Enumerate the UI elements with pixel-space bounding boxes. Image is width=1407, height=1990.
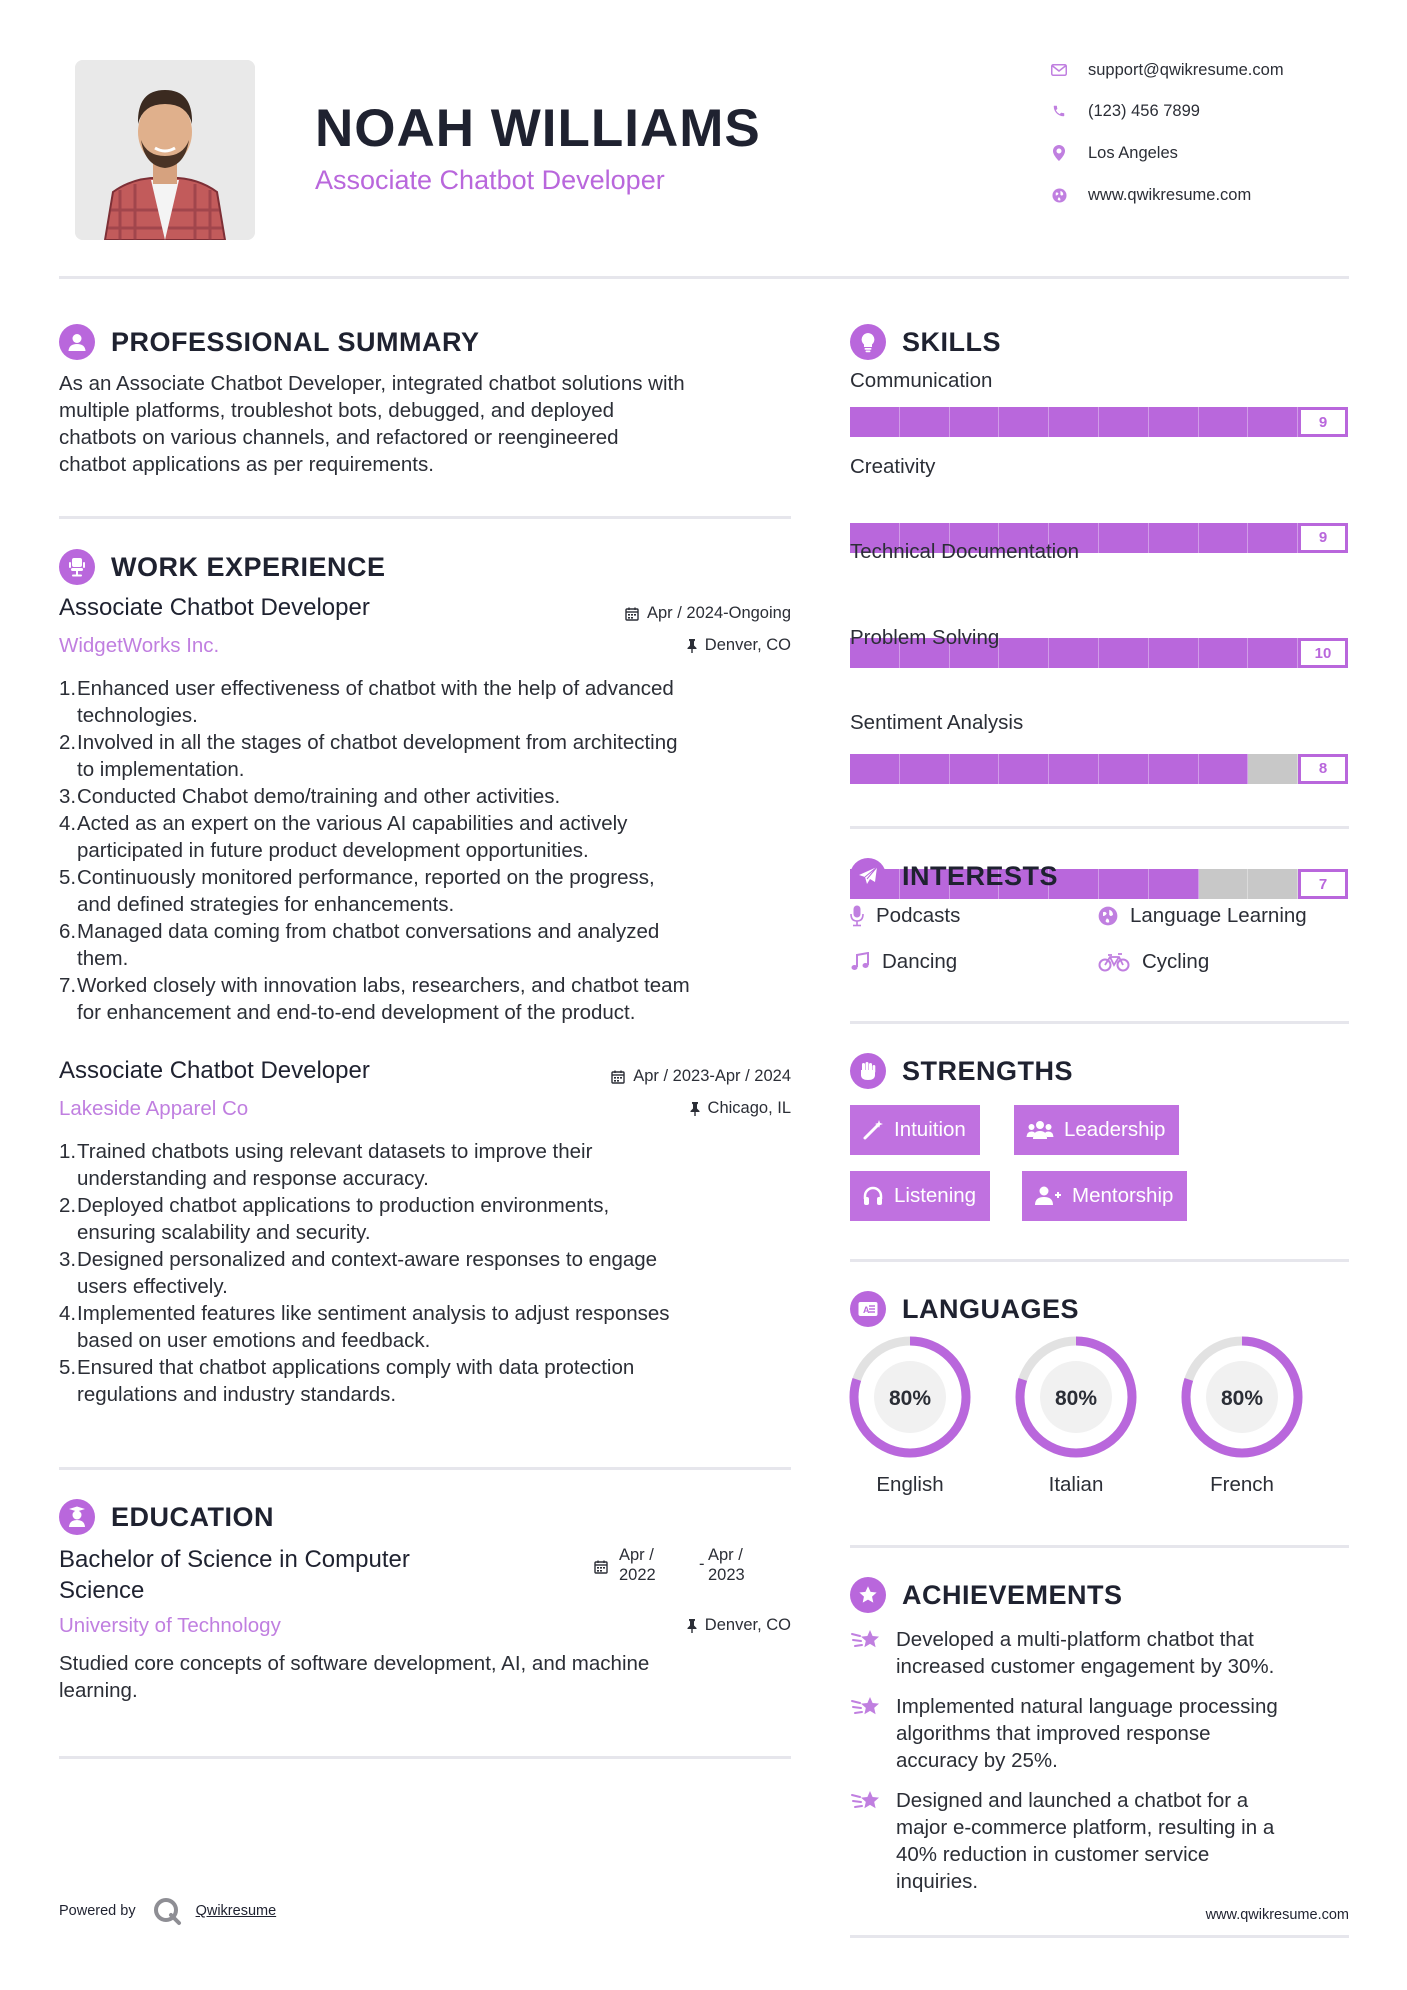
duty-number: 4. bbox=[59, 1302, 77, 1325]
contact-email[interactable] bbox=[1050, 57, 1350, 83]
skill-name: Communication bbox=[850, 369, 993, 392]
duty-line bbox=[59, 945, 799, 972]
skill-segment-filled bbox=[1199, 638, 1249, 668]
education-end-line: 2023 bbox=[708, 1566, 745, 1584]
interest-label: Cycling bbox=[1142, 950, 1210, 973]
achievement-line: Implemented natural language processing bbox=[896, 1695, 1278, 1718]
duty-number bbox=[59, 702, 77, 729]
skill-bar bbox=[850, 754, 1348, 784]
achievements-title: ACHIEVEMENTS bbox=[902, 1579, 1123, 1610]
strength-label: Mentorship bbox=[1072, 1184, 1174, 1207]
user-plus-icon bbox=[1034, 1185, 1062, 1207]
education-start bbox=[619, 1545, 656, 1585]
users-icon bbox=[1026, 1119, 1054, 1141]
duty-line bbox=[59, 891, 799, 918]
globe-icon bbox=[1098, 906, 1118, 926]
duty-line bbox=[59, 1273, 799, 1300]
bicycle-icon bbox=[1098, 952, 1130, 972]
job-company: WidgetWorks Inc. bbox=[59, 634, 220, 657]
duty-text: to implementation. bbox=[77, 758, 245, 781]
education-desc-line: Studied core concepts of software development, AI, and machine bbox=[59, 1652, 650, 1675]
skill-segment-filled bbox=[1099, 869, 1149, 899]
job-location bbox=[690, 1099, 791, 1118]
skill-segment-filled bbox=[1099, 407, 1149, 437]
duty-line bbox=[59, 1138, 799, 1165]
duty-text: Trained chatbots using relevant datasets to improve their bbox=[77, 1140, 593, 1163]
duty-line bbox=[59, 729, 799, 756]
skill-segment-filled bbox=[1149, 754, 1199, 784]
interest-label: Dancing bbox=[882, 950, 958, 973]
education-location-text: Denver, CO bbox=[704, 1616, 791, 1634]
star-badge-icon bbox=[850, 1577, 886, 1613]
duty-text: regulations and industry standards. bbox=[77, 1383, 397, 1406]
duty-line bbox=[59, 702, 799, 729]
achievement-line: algorithms that improved response bbox=[896, 1722, 1211, 1745]
education-start-line: Apr / bbox=[619, 1546, 654, 1564]
job-role: Associate Chatbot Developer bbox=[59, 1057, 370, 1084]
job-role: Associate Chatbot Developer bbox=[59, 594, 370, 621]
duty-line bbox=[59, 1381, 799, 1408]
calendar-icon bbox=[611, 1070, 625, 1084]
language-percent: 80% bbox=[1220, 1387, 1264, 1410]
skill-segment-filled bbox=[950, 407, 1000, 437]
duty-number bbox=[59, 1273, 77, 1300]
interest-label: Language Learning bbox=[1130, 904, 1307, 927]
summary-line: chatbot applications as per requirements. bbox=[59, 453, 434, 476]
raised-fist-icon bbox=[850, 1053, 886, 1089]
duty-text: Designed personalized and context-aware responses to engage bbox=[77, 1248, 658, 1271]
skill-segment-filled bbox=[1149, 407, 1199, 437]
duty-line bbox=[59, 1219, 799, 1246]
duty-line bbox=[59, 1327, 799, 1354]
lightbulb-icon bbox=[850, 324, 886, 360]
duty-line bbox=[59, 675, 799, 702]
duty-text: ensuring scalability and security. bbox=[77, 1221, 371, 1244]
shooting-star-icon bbox=[850, 1626, 884, 1656]
duty-text: Managed data coming from chatbot conversations and analyzed bbox=[77, 920, 660, 943]
duty-text: Conducted Chabot demo/training and other activities. bbox=[77, 785, 561, 808]
summary-heading bbox=[59, 323, 480, 361]
job-date-text: Apr / 2024-Ongoing bbox=[646, 604, 791, 622]
interest-label: Podcasts bbox=[876, 904, 961, 927]
language-name: English bbox=[876, 1473, 944, 1496]
strengths-heading bbox=[850, 1052, 1073, 1090]
skill-name: Problem Solving bbox=[850, 625, 1000, 649]
graduate-icon bbox=[59, 1499, 95, 1535]
skill-segment-filled bbox=[1248, 407, 1298, 437]
language-percent: 80% bbox=[888, 1387, 932, 1410]
education-location bbox=[687, 1616, 791, 1635]
duty-line bbox=[59, 1300, 799, 1327]
footer-divider bbox=[850, 1935, 1349, 1938]
skill-segment-filled bbox=[900, 407, 950, 437]
duty-line bbox=[59, 837, 799, 864]
strength-chip bbox=[850, 1105, 980, 1155]
skill-segment-filled bbox=[1099, 638, 1149, 668]
skills-title: SKILLS bbox=[902, 326, 1002, 357]
contact-phone[interactable] bbox=[1050, 98, 1350, 124]
achievement-line: 40% reduction in customer service bbox=[896, 1843, 1210, 1866]
duty-number bbox=[59, 837, 77, 864]
skill-segment-filled bbox=[850, 407, 900, 437]
pushpin-icon bbox=[690, 1102, 700, 1116]
header-divider bbox=[59, 276, 1349, 279]
duty-text: technologies. bbox=[77, 704, 198, 727]
skill-level-badge: 9 bbox=[1298, 523, 1348, 553]
education-desc-line: learning. bbox=[59, 1679, 138, 1702]
achievement-item bbox=[850, 1626, 1350, 1680]
duty-number bbox=[59, 945, 77, 972]
achievement-line: Designed and launched a chatbot for a bbox=[896, 1789, 1249, 1812]
duty-line bbox=[59, 1354, 799, 1381]
duty-number: 1. bbox=[59, 1140, 77, 1163]
summary-text bbox=[59, 370, 799, 478]
skill-segment-filled bbox=[950, 754, 1000, 784]
skill-segment-filled bbox=[999, 638, 1049, 668]
duty-line bbox=[59, 864, 799, 891]
job-duties bbox=[59, 1138, 799, 1408]
achievement-item bbox=[850, 1693, 1350, 1774]
duty-number: 3. bbox=[59, 785, 77, 808]
skill-segment-filled bbox=[850, 754, 900, 784]
skill-level-badge: 7 bbox=[1298, 869, 1348, 899]
skill-segment-filled bbox=[1049, 638, 1099, 668]
email-icon bbox=[1050, 61, 1068, 79]
duty-number bbox=[59, 1165, 77, 1192]
achievement-item bbox=[850, 1787, 1350, 1895]
summary-title: PROFESSIONAL SUMMARY bbox=[111, 326, 480, 357]
contact-phone-text: (123) 456 7899 bbox=[1088, 101, 1200, 120]
duty-number bbox=[59, 1219, 77, 1246]
achievement-line: increased customer engagement by 30%. bbox=[896, 1655, 1275, 1678]
skill-segment-filled bbox=[1199, 754, 1249, 784]
skill-level-badge: 9 bbox=[1298, 407, 1348, 437]
contact-location-text: Los Angeles bbox=[1088, 143, 1178, 162]
interest-item bbox=[850, 950, 957, 974]
skill-segment-filled bbox=[1199, 523, 1249, 553]
work-title: WORK EXPERIENCE bbox=[111, 551, 386, 582]
duty-number bbox=[59, 1381, 77, 1408]
summary-line: chatbots on various channels, and refactored or reengineered bbox=[59, 426, 619, 449]
contact-website[interactable] bbox=[1050, 182, 1350, 208]
strength-label: Intuition bbox=[894, 1118, 966, 1141]
duty-text: understanding and response accuracy. bbox=[77, 1167, 429, 1190]
skill-segment-empty bbox=[1199, 869, 1249, 899]
calendar-icon bbox=[625, 607, 639, 621]
shooting-star-icon bbox=[850, 1693, 884, 1723]
duty-text: for enhancement and end-to-end development of the product. bbox=[77, 1001, 636, 1024]
languages-divider bbox=[850, 1545, 1349, 1548]
duty-number: 5. bbox=[59, 1356, 77, 1379]
office-chair-icon bbox=[59, 549, 95, 585]
skill-segment-filled bbox=[1149, 638, 1199, 668]
language-name: French bbox=[1210, 1473, 1274, 1496]
skill-name: Technical Documentation bbox=[850, 540, 1080, 563]
qwikresume-logo bbox=[152, 1896, 182, 1926]
job-location-text: Chicago, IL bbox=[707, 1099, 791, 1117]
job-location-text: Denver, CO bbox=[704, 636, 791, 654]
skill-segment-filled bbox=[1149, 523, 1199, 553]
headphones-icon bbox=[862, 1185, 884, 1207]
duty-text: Involved in all the stages of chatbot development from architecting bbox=[77, 731, 678, 754]
education-degree bbox=[59, 1544, 519, 1606]
achievement-text bbox=[896, 1693, 1278, 1774]
duty-line bbox=[59, 918, 799, 945]
work-heading bbox=[59, 548, 386, 586]
duty-text: Deployed chatbot applications to production environments, bbox=[77, 1194, 610, 1217]
powered-by bbox=[59, 1896, 276, 1926]
strength-label: Leadership bbox=[1064, 1118, 1166, 1141]
education-heading bbox=[59, 1498, 274, 1536]
interests-heading bbox=[850, 857, 1058, 895]
skill-segment-filled bbox=[1248, 523, 1298, 553]
job-date-text: Apr / 2023-Apr / 2024 bbox=[633, 1067, 791, 1085]
education-end-line: Apr / bbox=[708, 1546, 743, 1564]
skills-heading bbox=[850, 323, 1001, 361]
education-description bbox=[59, 1650, 799, 1704]
skill-segment-empty bbox=[1248, 754, 1298, 784]
education-dash: - bbox=[699, 1555, 705, 1573]
interest-item bbox=[850, 904, 960, 928]
contact-website-text: www.qwikresume.com bbox=[1088, 185, 1252, 204]
skill-segment-filled bbox=[999, 754, 1049, 784]
duty-line bbox=[59, 1246, 799, 1273]
duty-text: Acted as an expert on the various AI capabilities and actively bbox=[77, 812, 628, 835]
education-dates bbox=[592, 1545, 792, 1587]
languages-title: LANGUAGES bbox=[902, 1293, 1080, 1324]
languages-heading bbox=[850, 1290, 1079, 1328]
summary-divider bbox=[59, 516, 791, 519]
pushpin-icon bbox=[687, 1619, 697, 1633]
skill-segment-filled bbox=[1049, 754, 1099, 784]
achievement-text bbox=[896, 1787, 1274, 1895]
powered-by-text: Powered by bbox=[59, 1903, 136, 1919]
calendar-icon bbox=[594, 1560, 608, 1574]
education-school: University of Technology bbox=[59, 1614, 281, 1637]
skill-segment-filled bbox=[1199, 407, 1249, 437]
skill-name: Creativity bbox=[850, 454, 936, 478]
skills-divider bbox=[850, 826, 1349, 829]
shooting-star-icon bbox=[850, 1787, 884, 1817]
strength-chip bbox=[1022, 1171, 1187, 1221]
work-divider bbox=[59, 1467, 791, 1470]
achievement-line: major e-commerce platform, resulting in a bbox=[896, 1816, 1275, 1839]
duty-number: 4. bbox=[59, 812, 77, 835]
footer-url[interactable]: www.qwikresume.com bbox=[1205, 1907, 1349, 1923]
strengths-title: STRENGTHS bbox=[902, 1055, 1074, 1086]
duty-line bbox=[59, 810, 799, 837]
duty-text: participated in future product development opportunities. bbox=[77, 839, 589, 862]
interest-item bbox=[1098, 950, 1209, 974]
skill-segment-filled bbox=[1099, 523, 1149, 553]
duty-line bbox=[59, 756, 799, 783]
svg-text:A: A bbox=[863, 1305, 870, 1315]
achievement-line: accuracy by 25%. bbox=[896, 1749, 1058, 1772]
music-note-icon bbox=[850, 952, 870, 972]
strength-chip bbox=[1014, 1105, 1179, 1155]
achievements-heading bbox=[850, 1576, 1123, 1614]
education-start-line: 2022 bbox=[619, 1566, 656, 1584]
contact-email-text: support@qwikresume.com bbox=[1088, 60, 1284, 79]
duty-number: 1. bbox=[59, 677, 77, 700]
degree-line: Bachelor of Science in Computer bbox=[59, 1546, 410, 1573]
duty-line bbox=[59, 999, 799, 1026]
microphone-icon bbox=[850, 905, 864, 927]
job-company: Lakeside Apparel Co bbox=[59, 1097, 249, 1120]
duty-text: Enhanced user effectiveness of chatbot with the help of advanced bbox=[77, 677, 674, 700]
language-ring bbox=[1014, 1335, 1138, 1459]
location-pin-icon bbox=[1050, 144, 1068, 162]
pushpin-icon bbox=[687, 639, 697, 653]
job-date bbox=[625, 604, 791, 623]
language-percent: 80% bbox=[1054, 1387, 1098, 1410]
skill-name: Sentiment Analysis bbox=[850, 711, 1024, 734]
skill-segment-empty bbox=[1248, 869, 1298, 899]
achievement-line: Developed a multi-platform chatbot that bbox=[896, 1628, 1254, 1651]
contact-location bbox=[1050, 140, 1350, 166]
duty-number bbox=[59, 891, 77, 918]
profile-photo bbox=[75, 60, 255, 240]
duty-number bbox=[59, 999, 77, 1026]
skill-segment-filled bbox=[1248, 638, 1298, 668]
job-location bbox=[687, 636, 791, 655]
duty-line bbox=[59, 972, 799, 999]
language-name: Italian bbox=[1048, 1473, 1104, 1496]
language-ring bbox=[1180, 1335, 1304, 1459]
duty-number: 3. bbox=[59, 1248, 77, 1271]
qwikresume-link[interactable]: Qwikresume bbox=[195, 1903, 277, 1919]
skill-segment-filled bbox=[1149, 869, 1199, 899]
language-ring bbox=[848, 1335, 972, 1459]
interest-item bbox=[1098, 904, 1307, 928]
duty-number: 2. bbox=[59, 731, 77, 754]
duty-text: Worked closely with innovation labs, researchers, and chatbot team bbox=[77, 974, 690, 997]
skill-level-badge: 8 bbox=[1298, 754, 1348, 784]
summary-line: As an Associate Chatbot Developer, integrated chatbot solutions with bbox=[59, 372, 685, 395]
summary-line: multiple platforms, troubleshot bots, debugged, and deployed bbox=[59, 399, 615, 422]
magic-wand-icon bbox=[862, 1119, 884, 1141]
duty-line bbox=[59, 783, 799, 810]
interests-divider bbox=[850, 1021, 1349, 1024]
strengths-divider bbox=[850, 1259, 1349, 1262]
skill-segment-filled bbox=[999, 407, 1049, 437]
duty-text: Implemented features like sentiment analysis to adjust responses bbox=[77, 1302, 670, 1325]
achievement-text bbox=[896, 1626, 1274, 1680]
skill-segment-filled bbox=[900, 754, 950, 784]
duty-line bbox=[59, 1165, 799, 1192]
duty-line bbox=[59, 1192, 799, 1219]
duty-text: users effectively. bbox=[77, 1275, 228, 1298]
duty-text: Continuously monitored performance, reported on the progress, bbox=[77, 866, 655, 889]
strength-label: Listening bbox=[894, 1184, 977, 1207]
degree-line: Science bbox=[59, 1577, 145, 1604]
education-divider bbox=[59, 1756, 791, 1759]
paper-plane-icon bbox=[850, 858, 886, 894]
strength-chip bbox=[850, 1171, 990, 1221]
duty-number: 7. bbox=[59, 974, 77, 997]
skill-level-badge: 10 bbox=[1298, 638, 1348, 668]
duty-number bbox=[59, 1327, 77, 1354]
candidate-name: NOAH WILLIAMS bbox=[315, 99, 761, 158]
job-date bbox=[611, 1067, 791, 1086]
duty-number: 5. bbox=[59, 866, 77, 889]
duty-number bbox=[59, 756, 77, 783]
education-end bbox=[708, 1545, 745, 1585]
interests-title: INTERESTS bbox=[902, 860, 1059, 891]
achievement-line: inquiries. bbox=[896, 1870, 979, 1893]
globe-icon bbox=[1050, 186, 1068, 204]
skill-bar bbox=[850, 407, 1348, 437]
skill-segment-filled bbox=[1049, 407, 1099, 437]
education-title: EDUCATION bbox=[111, 1501, 274, 1532]
duty-text: and defined strategies for enhancements. bbox=[77, 893, 455, 916]
job-duties bbox=[59, 675, 799, 1026]
skill-segment-filled bbox=[1099, 754, 1149, 784]
duty-text: based on user emotions and feedback. bbox=[77, 1329, 431, 1352]
user-icon bbox=[59, 324, 95, 360]
duty-number: 2. bbox=[59, 1194, 77, 1217]
candidate-title: Associate Chatbot Developer bbox=[315, 165, 665, 195]
duty-text: Ensured that chatbot applications comply with data protection bbox=[77, 1356, 635, 1379]
duty-number: 6. bbox=[59, 920, 77, 943]
phone-icon bbox=[1050, 102, 1068, 120]
language-icon bbox=[850, 1291, 886, 1327]
duty-text: them. bbox=[77, 947, 129, 970]
